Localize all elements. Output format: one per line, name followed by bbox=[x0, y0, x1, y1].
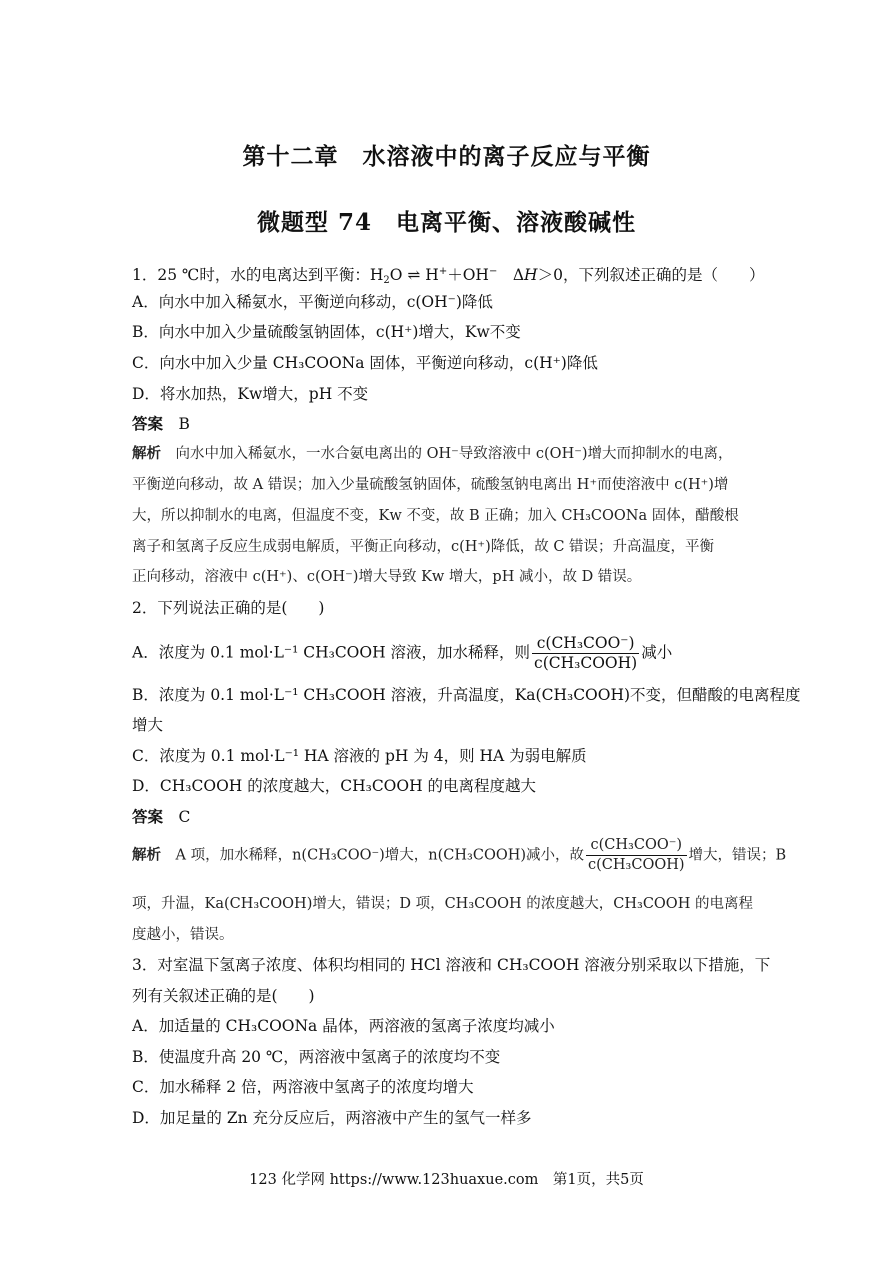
q2-explanation-line-3: 度越小，错误。 bbox=[132, 927, 234, 943]
q2-option-b-line-1: B．浓度为 0.1 mol·L⁻¹ CH₃COOH 溶液，升高温度，Ka(CH₃COOH)不变，但醋酸的电离程度 bbox=[132, 686, 801, 704]
q2-option-b-line-2: 增大 bbox=[132, 716, 164, 734]
section-title: 微题型 74 电离平衡、溶液酸碱性 bbox=[256, 209, 636, 236]
q3-option-a: A．加适量的 CH₃COONa 晶体，两溶液的氢离子浓度均减小 bbox=[132, 1017, 555, 1035]
q1-explanation-line-1: 解析 向水中加入稀氨水，一水合氨电离出的 OH⁻导致溶液中 c(OH⁻)增大而抑制水的电离， bbox=[132, 445, 733, 462]
q1-option-c: C．向水中加入少量 CH₃COONa 固体，平衡逆向移动，c(H⁺)降低 bbox=[132, 354, 598, 372]
q1-stem: 1．25 ℃时，水的电离达到平衡：$H_2O$ ⇌ H+＋OH− ΔH＞0，下列叙述正确的是（ ） bbox=[132, 266, 765, 286]
q2-option-c: C．浓度为 0.1 mol·L⁻¹ HA 溶液的 pH 为 4，则 HA 为弱电解质 bbox=[132, 747, 587, 765]
q2-explanation-line-1: 解析 A 项，加水稀释，n(CH₃COO⁻)增大，n(CH₃COOH)减小，故 $\frac{\text{c(CH₃COO⁻)}}{\text{c(CH₃COOH)}}$ 增大，错误；B bbox=[132, 837, 787, 873]
q1-explanation-line-3: 大，所以抑制水的电离，但温度不变，Kw 不变，故 B 正确；加入 CH₃COONa 固体，醋酸根 bbox=[132, 508, 739, 524]
q1-option-a: A．向水中加入稀氨水，平衡逆向移动，c(OH⁻)降低 bbox=[132, 293, 493, 311]
q1-explanation-line-2: 平衡逆向移动，故 A 错误；加入少量硫酸氢钠固体，硫酸氢钠电离出 H⁺而使溶液中 c(H⁺)增 bbox=[132, 477, 729, 493]
q2-explanation-line-2: 项，升温，Ka(CH₃COOH)增大，错误；D 项，CH₃COOH 的浓度越大，CH₃COOH 的电离程 bbox=[132, 896, 753, 912]
q3-stem-line-1: 3．对室温下氢离子浓度、体积均相同的 HCl 溶液和 CH₃COOH 溶液分别采取以下措施，下 bbox=[132, 956, 771, 974]
q1-explanation-line-4: 离子和氢离子反应生成弱电解质，平衡正向移动，c(H⁺)降低，故 C 错误；升高温度，平衡 bbox=[132, 539, 715, 555]
q1-option-d: D．将水加热，Kw增大，pH 不变 bbox=[132, 385, 369, 403]
q3-option-b: B．使温度升高 20 ℃，两溶液中氢离子的浓度均不变 bbox=[132, 1048, 501, 1066]
q2-explanation-fraction: $\frac{\text{c(CH₃COO⁻)}}{\text{c(CH₃COOH)}}$ bbox=[588, 837, 685, 873]
q2-fraction: $\frac{\text{c(CH₃COO⁻)}}{\text{c(CH₃COOH)}}$ bbox=[534, 634, 638, 672]
q3-option-c: C．加水稀释 2 倍，两溶液中氢离子的浓度均增大 bbox=[132, 1078, 474, 1096]
q1-option-b: B．向水中加入少量硫酸氢钠固体，c(H⁺)增大，Kw不变 bbox=[132, 323, 521, 341]
q1-answer: 答案 B bbox=[132, 414, 190, 433]
q3-option-d: D．加足量的 Zn 充分反应后，两溶液中产生的氢气一样多 bbox=[132, 1109, 532, 1127]
chapter-title: 第十二章 水溶液中的离子反应与平衡 bbox=[242, 143, 651, 170]
q2-answer: 答案 C bbox=[132, 807, 191, 826]
q1-explanation-line-5: 正向移动，溶液中 c(H⁺)、c(OH⁻)增大导致 Kw 增大，pH 减小，故 D 错误。 bbox=[132, 569, 642, 585]
page-footer: 123 化学网 https://www.123huaxue.com 第1页，共5页 bbox=[249, 1172, 644, 1188]
q2-stem: 2．下列说法正确的是( ) bbox=[132, 599, 325, 617]
q3-stem-line-2: 列有关叙述正确的是( ) bbox=[132, 987, 315, 1005]
q2-option-d: D．CH₃COOH 的浓度越大，CH₃COOH 的电离程度越大 bbox=[132, 777, 537, 795]
q2-option-a: A．浓度为 0.1 mol·L⁻¹ CH₃COOH 溶液，加水稀释，则 $\frac{\text{c(CH₃COO⁻)}}{\text{c(CH₃COOH)}}$ 减小 bbox=[132, 634, 673, 672]
